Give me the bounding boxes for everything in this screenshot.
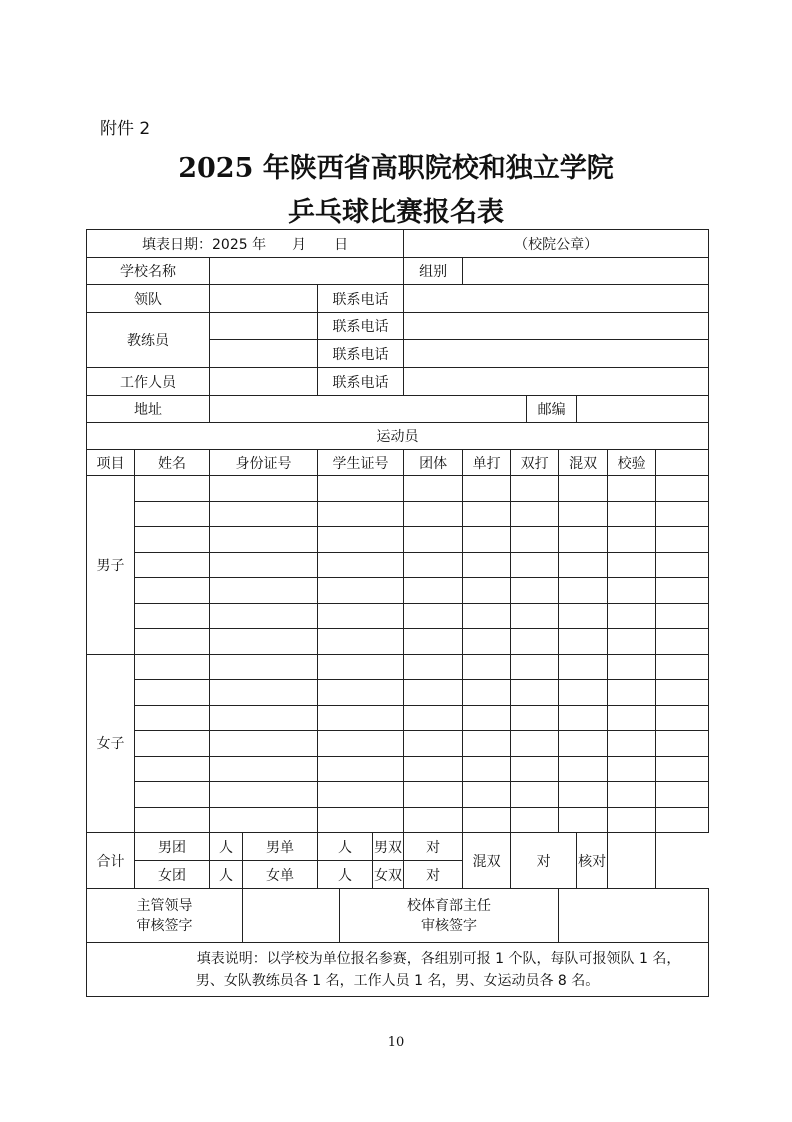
pe-director-sign-line1: 校体育部主任 (407, 897, 492, 914)
postcode-field[interactable] (577, 396, 709, 423)
athlete-team-cell[interactable] (404, 654, 463, 680)
athlete-extra-cell[interactable] (656, 731, 709, 757)
athlete-verify-cell[interactable] (608, 731, 656, 757)
men-group-label: 男子 (87, 476, 135, 655)
athlete-doubles-cell[interactable] (511, 654, 559, 680)
athlete-doubles-cell[interactable] (511, 578, 559, 604)
athlete-verify-cell[interactable] (608, 705, 656, 731)
athlete-extra-cell[interactable] (656, 756, 709, 782)
athlete-verify-cell[interactable] (608, 756, 656, 782)
col-id-number: 身份证号 (210, 450, 318, 476)
athlete-id-cell[interactable] (210, 654, 318, 680)
athlete-singles-cell[interactable] (463, 680, 511, 706)
athlete-team-cell[interactable] (404, 501, 463, 527)
women-double-label: 女双 (373, 861, 404, 889)
instructions-cell (87, 943, 709, 997)
athlete-verify-cell[interactable] (608, 552, 656, 578)
athlete-name-cell[interactable] (135, 603, 210, 629)
athlete-student-id-cell[interactable] (318, 782, 404, 808)
leader-name-field[interactable] (210, 285, 318, 313)
athlete-team-cell[interactable] (404, 476, 463, 502)
athlete-doubles-cell[interactable] (511, 680, 559, 706)
athlete-doubles-cell[interactable] (511, 552, 559, 578)
athlete-student-id-cell[interactable] (318, 705, 404, 731)
athlete-verify-cell[interactable] (608, 654, 656, 680)
mixed-total-label: 混双 (463, 833, 511, 889)
athlete-extra-cell[interactable] (656, 705, 709, 731)
col-name: 姓名 (135, 450, 210, 476)
month-label: 月 (292, 236, 307, 253)
col-team: 团体 (404, 450, 463, 476)
athlete-team-cell[interactable] (404, 756, 463, 782)
athlete-mixed-cell[interactable] (559, 807, 608, 833)
athlete-id-cell[interactable] (210, 527, 318, 553)
athlete-doubles-cell[interactable] (511, 501, 559, 527)
athlete-student-id-cell[interactable] (318, 756, 404, 782)
mixed-total-count[interactable]: 对 (511, 833, 577, 889)
athlete-singles-cell[interactable] (463, 578, 511, 604)
coach-name-field-2[interactable] (210, 340, 318, 368)
leader-sign-line1: 主管领导 (136, 897, 193, 914)
athlete-team-cell[interactable] (404, 629, 463, 655)
school-name-field[interactable] (210, 258, 404, 285)
athlete-mixed-cell[interactable] (559, 654, 608, 680)
instructions-line1: 填表说明：以学校为单位报名参赛，各组别可报 1 个队，每队可报领队 1 名， (196, 950, 681, 967)
athlete-doubles-cell[interactable] (511, 807, 559, 833)
pe-director-sign-field[interactable] (559, 889, 709, 943)
athlete-id-cell[interactable] (210, 629, 318, 655)
pe-director-sign-label (340, 889, 559, 943)
athlete-id-cell[interactable] (210, 731, 318, 757)
athlete-student-id-cell[interactable] (318, 501, 404, 527)
athlete-singles-cell[interactable] (463, 552, 511, 578)
athlete-singles-cell[interactable] (463, 629, 511, 655)
athlete-doubles-cell[interactable] (511, 731, 559, 757)
athlete-verify-cell[interactable] (608, 629, 656, 655)
athlete-name-cell[interactable] (135, 705, 210, 731)
athlete-verify-cell[interactable] (608, 578, 656, 604)
group-field[interactable] (463, 258, 709, 285)
athlete-mixed-cell[interactable] (559, 756, 608, 782)
coach-phone-field-1[interactable] (404, 313, 709, 340)
coach-phone-label-1: 联系电话 (318, 313, 404, 340)
women-single-count[interactable]: 人 (318, 861, 373, 889)
athlete-student-id-cell[interactable] (318, 654, 404, 680)
col-event: 项目 (87, 450, 135, 476)
address-label: 地址 (87, 396, 210, 423)
athlete-extra-cell[interactable] (656, 476, 709, 502)
athlete-student-id-cell[interactable] (318, 476, 404, 502)
leader-phone-field[interactable] (404, 285, 709, 313)
athlete-mixed-cell[interactable] (559, 629, 608, 655)
athlete-name-cell[interactable] (135, 629, 210, 655)
fill-date-cell (87, 230, 404, 258)
athlete-name-cell[interactable] (135, 807, 210, 833)
athlete-verify-cell[interactable] (608, 527, 656, 553)
staff-label: 工作人员 (87, 368, 210, 396)
athlete-student-id-cell[interactable] (318, 527, 404, 553)
check-label: 核对 (577, 833, 608, 889)
athlete-name-cell[interactable] (135, 680, 210, 706)
day-label: 日 (334, 236, 349, 253)
leader-phone-label: 联系电话 (318, 285, 404, 313)
address-field[interactable] (210, 396, 527, 423)
athlete-doubles-cell[interactable] (511, 705, 559, 731)
col-doubles: 双打 (511, 450, 559, 476)
coach-name-field-1[interactable] (210, 313, 318, 340)
athlete-mixed-cell[interactable] (559, 705, 608, 731)
staff-phone-label: 联系电话 (318, 368, 404, 396)
athlete-id-cell[interactable] (210, 578, 318, 604)
men-single-label: 男单 (243, 833, 318, 861)
athlete-id-cell[interactable] (210, 756, 318, 782)
athlete-id-cell[interactable] (210, 782, 318, 808)
athlete-doubles-cell[interactable] (511, 756, 559, 782)
athlete-name-cell[interactable] (135, 731, 210, 757)
fill-date-label: 填表日期：2025 年 (142, 236, 267, 253)
group-label: 组别 (404, 258, 463, 285)
athlete-name-cell[interactable] (135, 756, 210, 782)
athlete-extra-cell[interactable] (656, 807, 709, 833)
athlete-singles-cell[interactable] (463, 476, 511, 502)
athlete-singles-cell[interactable] (463, 654, 511, 680)
athlete-mixed-cell[interactable] (559, 527, 608, 553)
athlete-mixed-cell[interactable] (559, 603, 608, 629)
athlete-id-cell[interactable] (210, 552, 318, 578)
athlete-singles-cell[interactable] (463, 527, 511, 553)
athlete-extra-cell[interactable] (656, 629, 709, 655)
athlete-verify-cell[interactable] (608, 680, 656, 706)
athlete-verify-cell[interactable] (608, 807, 656, 833)
athlete-name-cell[interactable] (135, 654, 210, 680)
athlete-verify-cell[interactable] (608, 782, 656, 808)
athlete-mixed-cell[interactable] (559, 731, 608, 757)
athlete-verify-cell[interactable] (608, 501, 656, 527)
athlete-name-cell[interactable] (135, 552, 210, 578)
men-double-count[interactable]: 对 (404, 833, 463, 861)
women-team-label: 女团 (135, 861, 210, 889)
athlete-mixed-cell[interactable] (559, 552, 608, 578)
athlete-team-cell[interactable] (404, 705, 463, 731)
athlete-id-cell[interactable] (210, 603, 318, 629)
women-single-label: 女单 (243, 861, 318, 889)
athlete-extra-cell[interactable] (656, 578, 709, 604)
athlete-id-cell[interactable] (210, 476, 318, 502)
athlete-doubles-cell[interactable] (511, 527, 559, 553)
athlete-team-cell[interactable] (404, 552, 463, 578)
total-label: 合计 (87, 833, 135, 889)
athlete-name-cell[interactable] (135, 476, 210, 502)
athlete-student-id-cell[interactable] (318, 603, 404, 629)
athlete-student-id-cell[interactable] (318, 807, 404, 833)
coach-phone-field-2[interactable] (404, 340, 709, 368)
school-name-label: 学校名称 (87, 258, 210, 285)
men-single-count[interactable]: 人 (318, 833, 373, 861)
athlete-singles-cell[interactable] (463, 756, 511, 782)
athlete-extra-cell[interactable] (656, 527, 709, 553)
athlete-singles-cell[interactable] (463, 731, 511, 757)
athlete-extra-cell[interactable] (656, 654, 709, 680)
athlete-verify-cell[interactable] (608, 476, 656, 502)
athlete-extra-cell[interactable] (656, 680, 709, 706)
leader-sign-line2: 审核签字 (136, 917, 193, 934)
athlete-singles-cell[interactable] (463, 603, 511, 629)
athlete-doubles-cell[interactable] (511, 782, 559, 808)
form-title-line1: 2025 年陕西省高职院校和独立学院 (178, 153, 614, 184)
women-double-count[interactable]: 对 (404, 861, 463, 889)
athlete-mixed-cell[interactable] (559, 782, 608, 808)
postcode-label: 邮编 (527, 396, 577, 423)
men-team-label: 男团 (135, 833, 210, 861)
athlete-mixed-cell[interactable] (559, 680, 608, 706)
col-blank (656, 450, 709, 476)
staff-phone-field[interactable] (404, 368, 709, 396)
women-group-label: 女子 (87, 654, 135, 833)
athlete-name-cell[interactable] (135, 578, 210, 604)
check-field[interactable] (608, 833, 656, 889)
athlete-team-cell[interactable] (404, 527, 463, 553)
leader-sign-label (87, 889, 243, 943)
athlete-mixed-cell[interactable] (559, 578, 608, 604)
athlete-extra-cell[interactable] (656, 603, 709, 629)
athlete-student-id-cell[interactable] (318, 578, 404, 604)
athlete-extra-cell[interactable] (656, 501, 709, 527)
staff-name-field[interactable] (210, 368, 318, 396)
attachment-label: 附件 2 (100, 119, 151, 139)
athlete-id-cell[interactable] (210, 501, 318, 527)
pe-director-sign-line2: 审核签字 (421, 917, 478, 934)
men-team-count[interactable]: 人 (210, 833, 243, 861)
leader-label: 领队 (87, 285, 210, 313)
athlete-name-cell[interactable] (135, 527, 210, 553)
athlete-singles-cell[interactable] (463, 807, 511, 833)
athlete-singles-cell[interactable] (463, 705, 511, 731)
athlete-team-cell[interactable] (404, 603, 463, 629)
men-double-label: 男双 (373, 833, 404, 861)
athlete-team-cell[interactable] (404, 680, 463, 706)
page-number: 10 (387, 1035, 405, 1050)
athlete-name-cell[interactable] (135, 501, 210, 527)
athlete-verify-cell[interactable] (608, 603, 656, 629)
athlete-id-cell[interactable] (210, 807, 318, 833)
school-seal-cell: （校院公章） (404, 230, 709, 258)
leader-sign-field[interactable] (243, 889, 340, 943)
athlete-team-cell[interactable] (404, 578, 463, 604)
col-mixed: 混双 (559, 450, 608, 476)
athlete-mixed-cell[interactable] (559, 476, 608, 502)
coach-label: 教练员 (87, 313, 210, 368)
coach-phone-label-2: 联系电话 (318, 340, 404, 368)
athlete-student-id-cell[interactable] (318, 680, 404, 706)
form-title-line2: 乒乓球比赛报名表 (288, 197, 504, 228)
athlete-id-cell[interactable] (210, 705, 318, 731)
athlete-team-cell[interactable] (404, 807, 463, 833)
athlete-team-cell[interactable] (404, 731, 463, 757)
athletes-heading: 运动员 (87, 423, 709, 450)
athlete-mixed-cell[interactable] (559, 501, 608, 527)
col-singles: 单打 (463, 450, 511, 476)
instructions-line2: 男、女队教练员各 1 名，工作人员 1 名，男、女运动员各 8 名。 (195, 972, 600, 989)
athlete-extra-cell[interactable] (656, 552, 709, 578)
registration-form-table (86, 229, 709, 997)
athlete-extra-cell[interactable] (656, 782, 709, 808)
athlete-id-cell[interactable] (210, 680, 318, 706)
athlete-doubles-cell[interactable] (511, 603, 559, 629)
athlete-name-cell[interactable] (135, 782, 210, 808)
athlete-student-id-cell[interactable] (318, 552, 404, 578)
col-verify: 校验 (608, 450, 656, 476)
athlete-student-id-cell[interactable] (318, 629, 404, 655)
athlete-student-id-cell[interactable] (318, 731, 404, 757)
athlete-doubles-cell[interactable] (511, 629, 559, 655)
col-student-id: 学生证号 (318, 450, 404, 476)
women-team-count[interactable]: 人 (210, 861, 243, 889)
athlete-team-cell[interactable] (404, 782, 463, 808)
athlete-doubles-cell[interactable] (511, 476, 559, 502)
athlete-singles-cell[interactable] (463, 501, 511, 527)
athlete-singles-cell[interactable] (463, 782, 511, 808)
